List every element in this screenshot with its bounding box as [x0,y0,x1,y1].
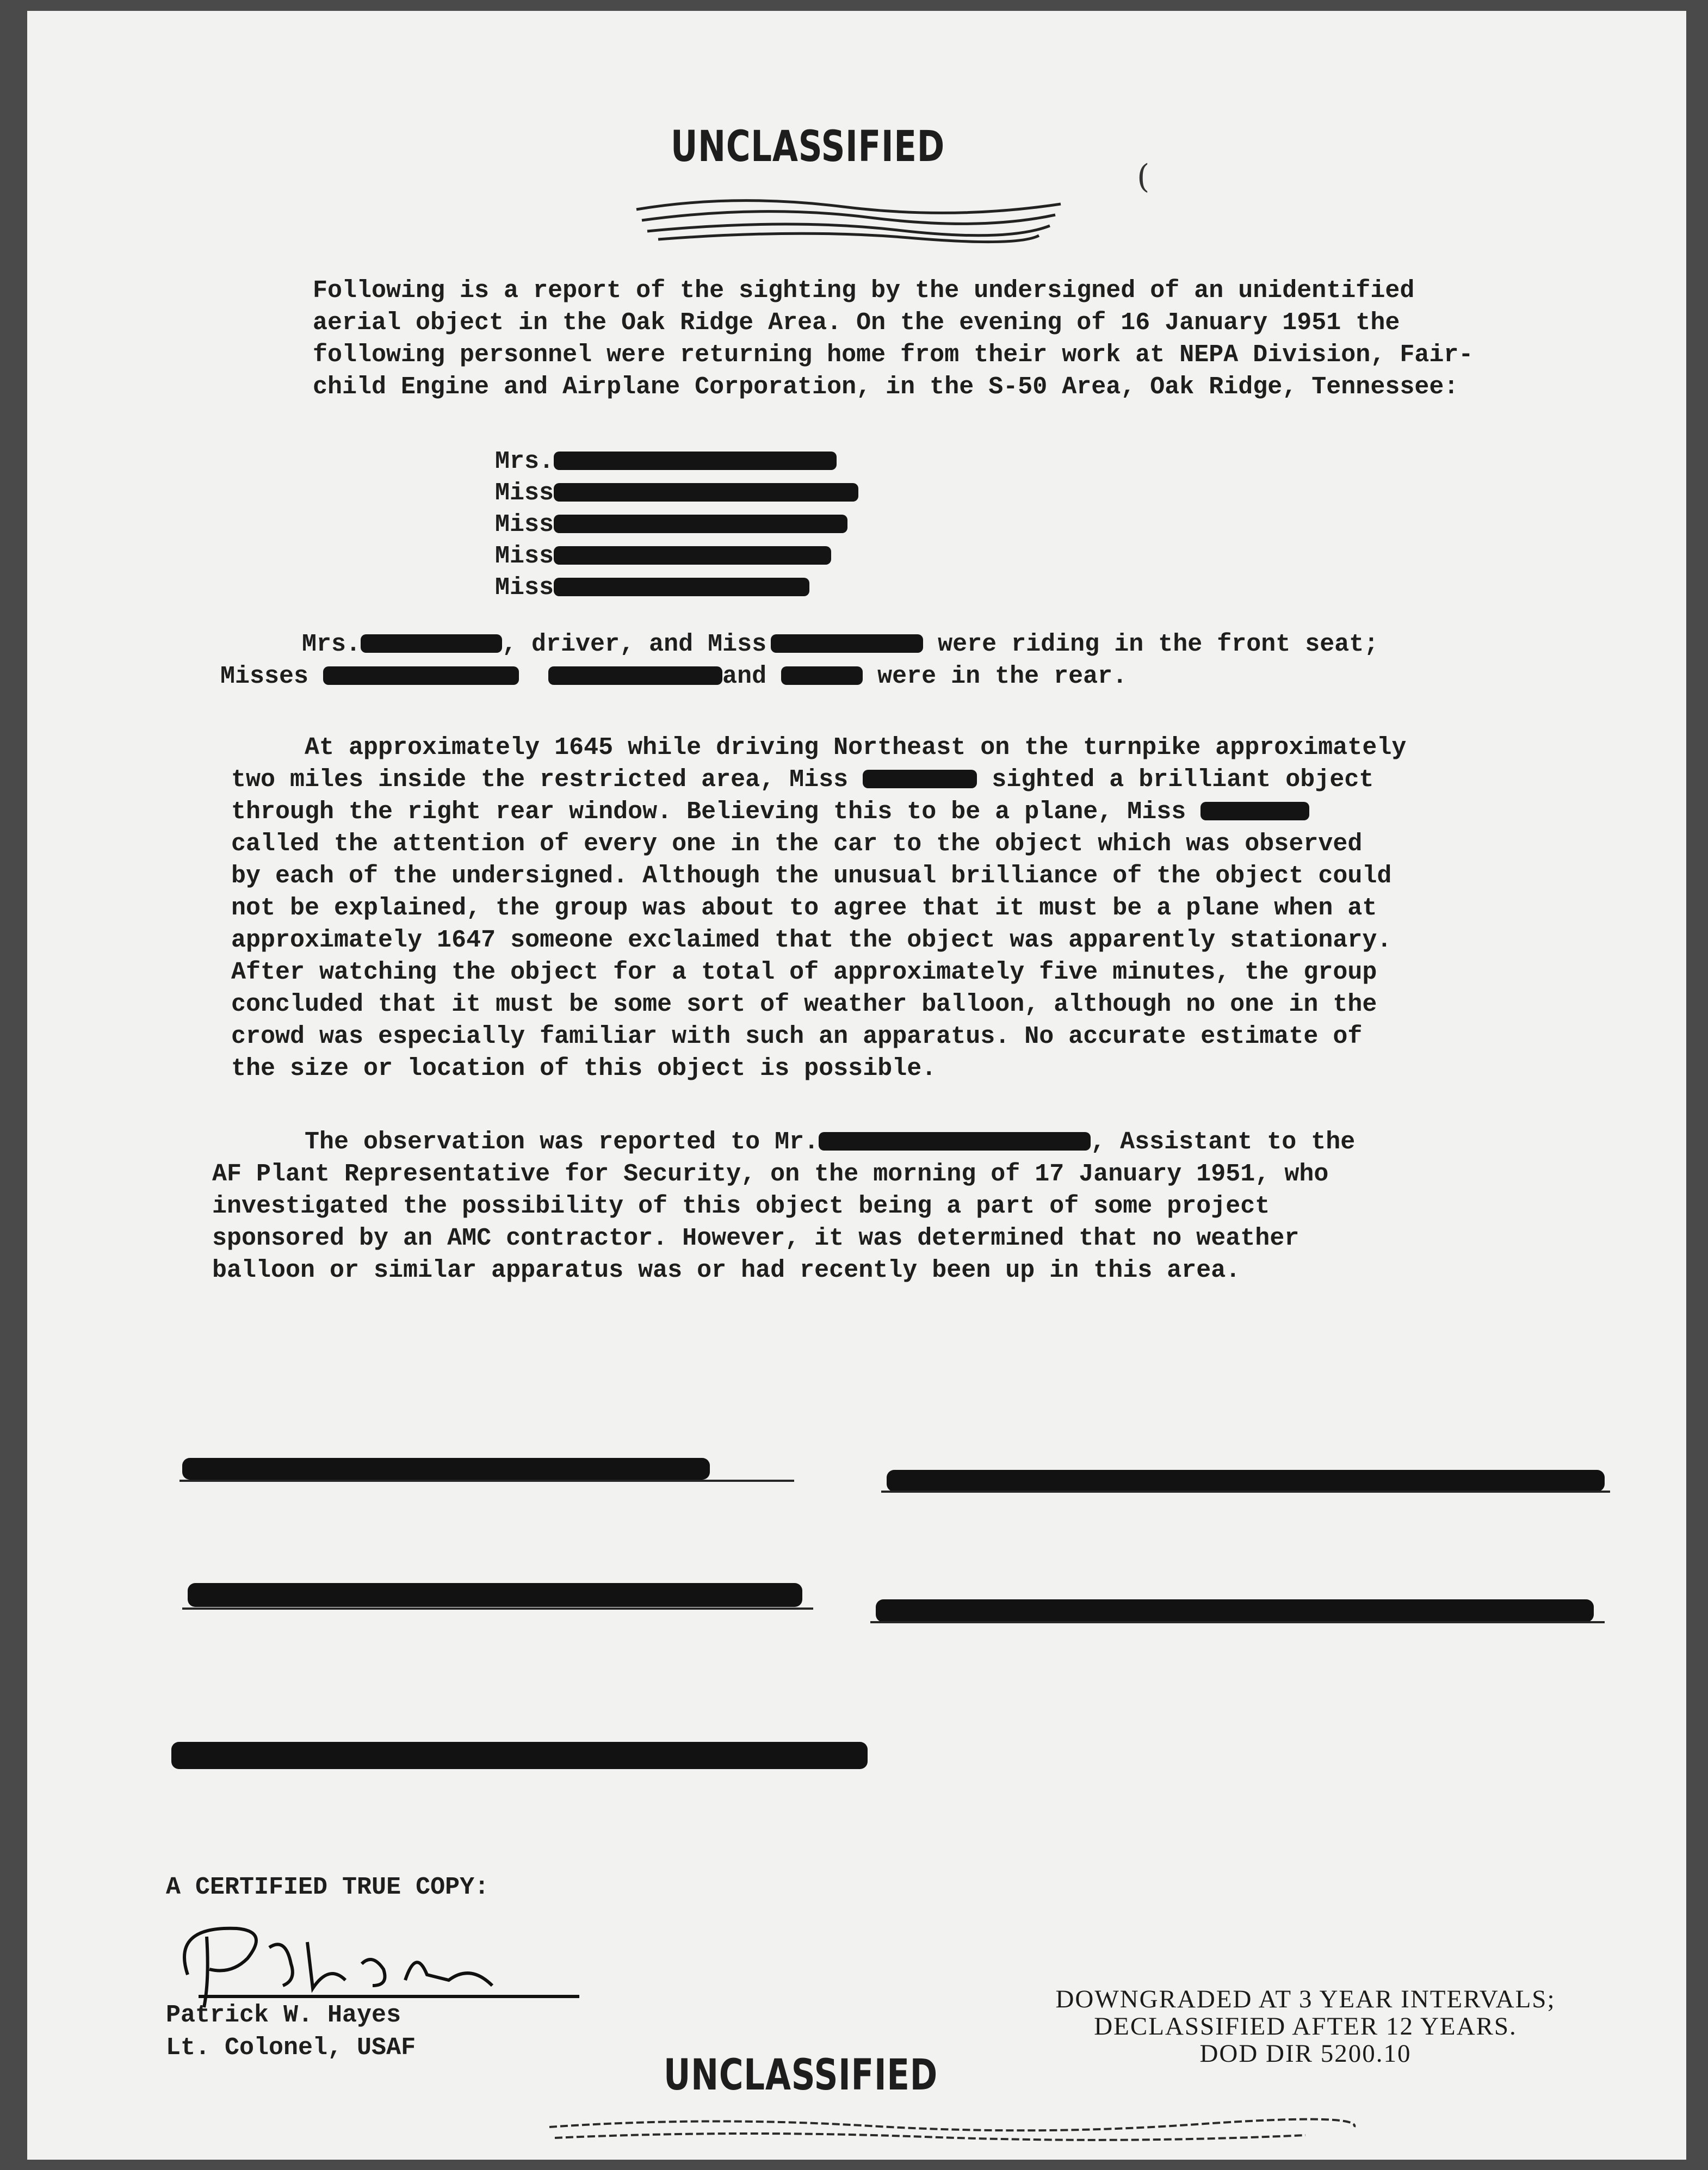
signature-line [180,1480,794,1482]
signature-line [870,1621,1605,1623]
classification-stamp-bottom: UNCLASSIFIED [664,2051,938,2100]
personnel-item: Miss [495,509,858,541]
downgrade-line: DECLASSIFIED AFTER 12 YEARS. [1094,2012,1517,2041]
personnel-item: Miss [495,541,858,572]
certifier-block [166,1999,416,2064]
redacted-name [819,1132,1091,1151]
classification-stamp-top: UNCLASSIFIED [671,122,945,171]
downgrade-notice [952,1986,1659,2067]
intro-line: aerial object in the Oak Ridge Area. On the evening of 16 January 1951 the [313,309,1400,337]
sighting-line: concluded that it must be some sort of weather balloon, although no one in the [231,991,1377,1018]
report-line: sponsored by an AMC contractor. However, it was determined that no weather [212,1225,1299,1252]
report-line: The observation was reported to Mr. , Assistant to the [305,1128,1356,1156]
signature-line [182,1608,813,1610]
sighting-line: by each of the undersigned. Although the unusual brilliance of the object could [231,862,1392,890]
redacted-name [554,452,837,470]
redacted-name [771,634,923,653]
sighting-line: through the right rear window. Believing this to be a plane, Miss [231,796,1406,828]
personnel-item: Miss [495,478,858,509]
sighting-line: two miles inside the restricted area, Miss sighted a brilliant object [231,766,1374,794]
redacted-name [554,483,858,502]
personnel-item: Mrs. [495,446,858,478]
sighting-line: crowd was especially familiar with such an apparatus. No accurate estimate of [231,1023,1363,1050]
personnel-list [495,446,858,604]
personnel-item: Miss [495,572,858,604]
sighting-line: not be explained, the group was about to agree that it must be a plane when at [231,894,1377,922]
intro-line: Following is a report of the sighting by the undersigned of an unidentified [313,277,1415,305]
report-paragraph [212,1126,1355,1287]
sighting-line: the size or location of this object is possible. [231,1055,937,1083]
redacted-signature [182,1458,710,1480]
sighting-line: At approximately 1645 while driving Northeast on the turnpike approximately [305,734,1407,762]
document-page [27,11,1686,2160]
redacted-signature [876,1599,1594,1622]
intro-paragraph [313,275,1473,403]
redacted-name [863,770,977,788]
redacted-signature [887,1470,1605,1492]
redacted-name [361,634,502,653]
signature-line [881,1491,1610,1493]
redacted-signature [171,1742,868,1769]
seating-line: Mrs. , driver, and Miss were riding in the front seat; [302,630,1379,658]
downgrade-line: DOD DIR 5200.10 [1199,2039,1412,2068]
redacted-name [548,666,722,685]
redacted-name [1200,802,1309,820]
redacted-name [781,666,863,685]
redacted-name [323,666,519,685]
downgrade-line: DOWNGRADED AT 3 YEAR INTERVALS; [1055,1985,1556,2013]
sighting-line: approximately 1647 someone exclaimed that the object was apparently stationary. [231,926,1392,954]
redacted-signature [188,1583,802,1607]
report-line: investigated the possibility of this object being a part of some project [212,1192,1270,1220]
sighting-paragraph [231,732,1406,1085]
redacted-name [554,515,847,533]
sighting-line: called the attention of every one in the car to the object which was observed [231,830,1363,858]
certification-label: A CERTIFIED TRUE COPY: [166,1874,490,1901]
intro-line: following personnel were returning home from their work at NEPA Division, Fair- [313,341,1474,369]
stamp-scribble-bottom [544,2111,1360,2149]
certifier-name: Patrick W. Hayes [166,2001,401,2029]
certifier-rank: Lt. Colonel, USAF [166,2034,416,2062]
report-line: balloon or similar apparatus was or had recently been up in this area. [212,1257,1241,1284]
margin-mark: ( [1137,158,1150,196]
sighting-line: After watching the object for a total of approximately five minutes, the group [231,959,1377,986]
seating-line: Misses and were in the rear. [220,663,1128,690]
redacted-name [554,578,809,596]
intro-line: child Engine and Airplane Corporation, in the S-50 Area, Oak Ridge, Tennessee: [313,373,1459,401]
report-line: AF Plant Representative for Security, on the morning of 17 January 1951, who [212,1160,1329,1188]
redacted-name [554,546,831,565]
stamp-scribble-top [626,188,1072,248]
seating-paragraph [220,628,1379,693]
